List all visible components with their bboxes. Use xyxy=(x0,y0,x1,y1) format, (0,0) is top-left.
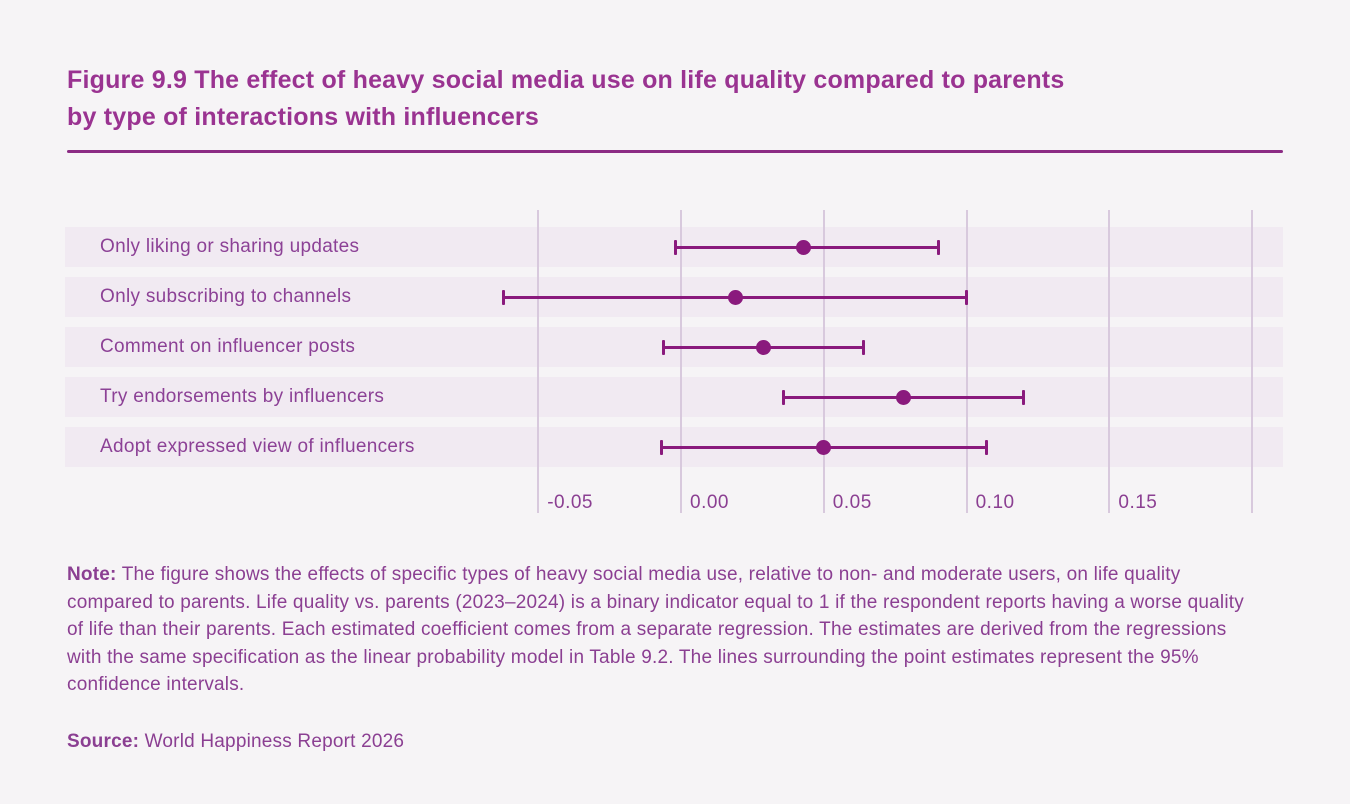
ci-cap-right xyxy=(965,290,968,305)
source-label: Source: xyxy=(67,731,140,752)
x-gridline xyxy=(537,210,539,513)
category-label: Only liking or sharing updates xyxy=(100,236,360,257)
estimate-dot xyxy=(796,240,811,255)
ci-cap-right xyxy=(862,340,865,355)
ci-cap-right xyxy=(1022,390,1025,405)
estimate-dot xyxy=(896,390,911,405)
figure-title-line1: Figure 9.9 The effect of heavy social media use on life quality compared to parents xyxy=(67,66,1065,94)
category-label: Try endorsements by influencers xyxy=(100,386,385,407)
x-tick-label: 0.15 xyxy=(1118,492,1158,513)
x-gridline xyxy=(966,210,968,513)
x-tick-label: -0.05 xyxy=(547,492,593,513)
ci-cap-left xyxy=(674,240,677,255)
x-gridline xyxy=(823,210,825,513)
x-gridline xyxy=(680,210,682,513)
ci-cap-left xyxy=(662,340,665,355)
estimate-dot xyxy=(728,290,743,305)
figure-title-line2: by type of interactions with influencers xyxy=(67,103,539,131)
note-text: The figure shows the effects of specific types of heavy social media use, relative to non- and moderate users, on life quality compared to parents. Life quality vs. parents (2023–2024) is a binary indicator equal to 1 if the respondent reports having a worse quality of life than their parents. Each estimated coefficient comes from a separate regression. The estimates are derived from the regressions with the same specification as the linear probability model in Table 9.2. The lines surrounding the point estimates represent the 95% confidence intervals. xyxy=(67,564,1244,696)
estimate-dot xyxy=(756,340,771,355)
ci-cap-right xyxy=(985,440,988,455)
x-gridline xyxy=(1251,210,1253,513)
ci-cap-right xyxy=(937,240,940,255)
figure-note xyxy=(67,561,1259,699)
x-tick-label: 0.00 xyxy=(690,492,729,513)
category-label: Only subscribing to channels xyxy=(100,286,352,307)
x-tick-label: 0.10 xyxy=(975,492,1015,513)
category-label: Comment on influencer posts xyxy=(100,336,356,357)
ci-cap-left xyxy=(660,440,663,455)
x-gridline xyxy=(1108,210,1110,513)
source-text: World Happiness Report 2026 xyxy=(139,731,405,752)
x-tick-label: 0.05 xyxy=(832,492,872,513)
figure-title xyxy=(67,62,1293,136)
figure-source xyxy=(67,731,967,753)
ci-cap-left xyxy=(502,290,505,305)
category-label: Adopt expressed view of influencers xyxy=(100,436,415,457)
note-label: Note: xyxy=(67,564,117,585)
title-divider xyxy=(67,150,1283,153)
estimate-dot xyxy=(816,440,831,455)
ci-cap-left xyxy=(782,390,785,405)
